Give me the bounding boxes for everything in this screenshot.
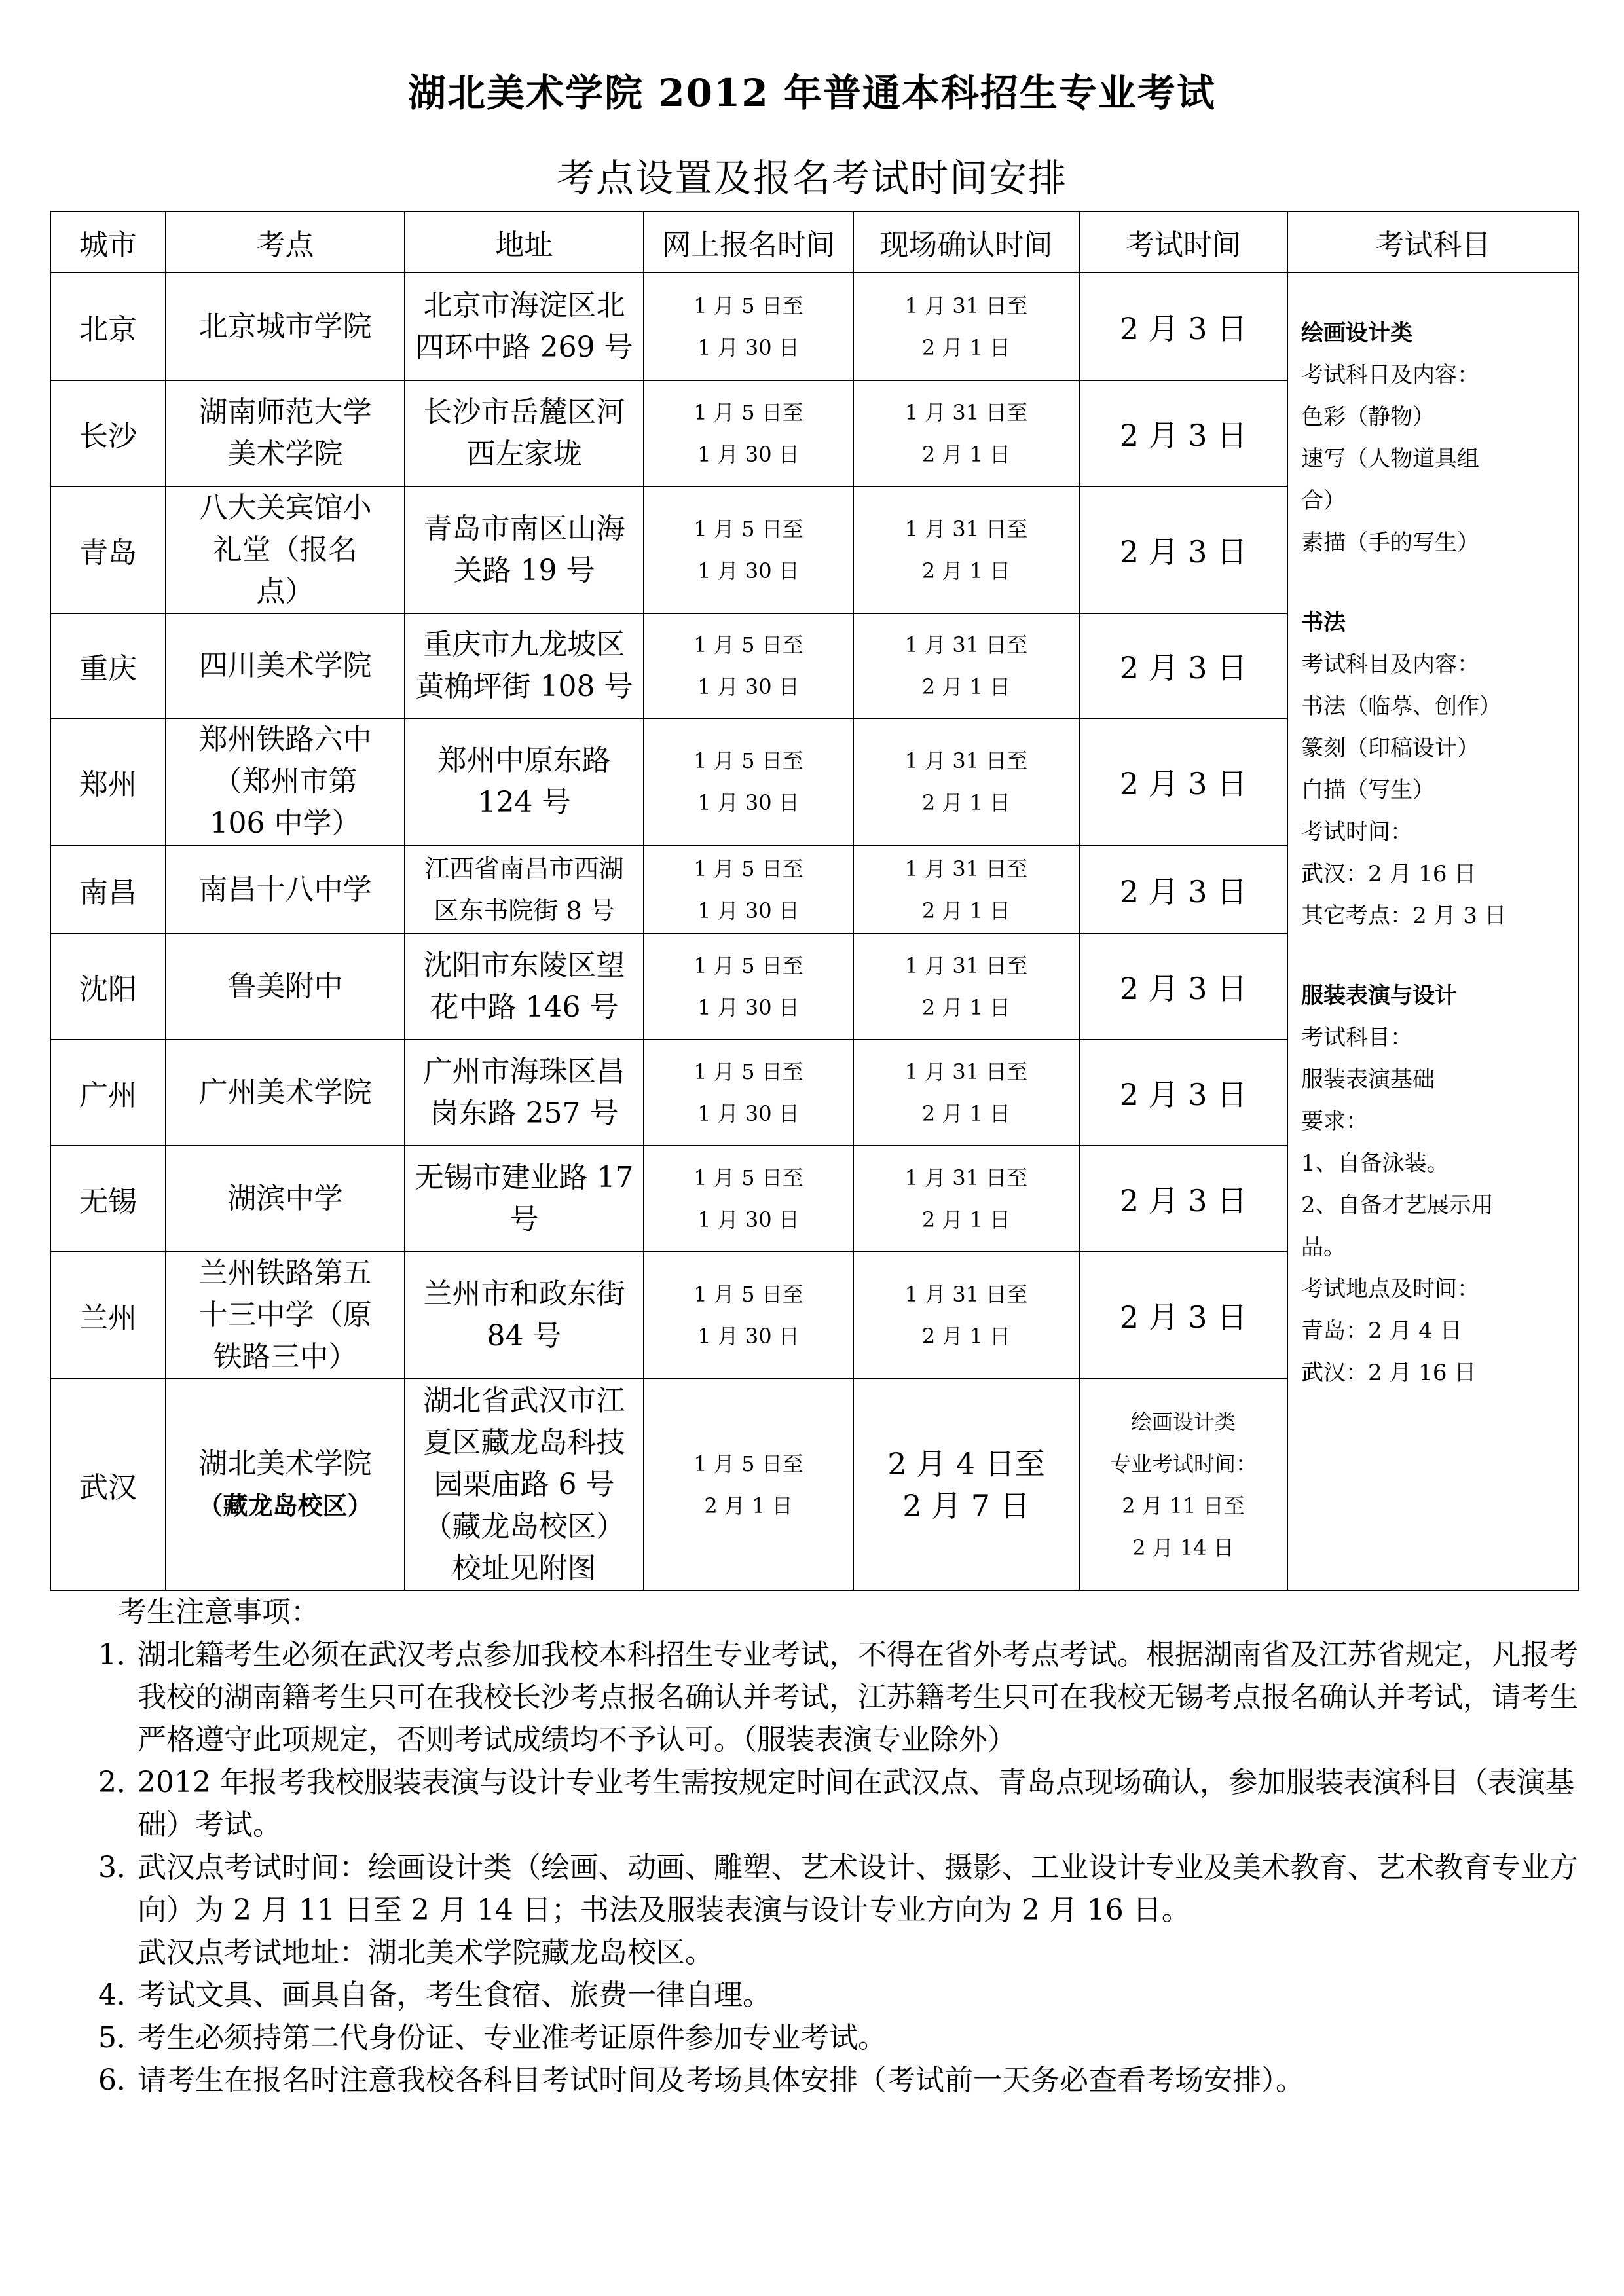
- subject-block: [1301, 602, 1572, 937]
- cell-line: 84 号: [487, 1319, 562, 1353]
- table-row: [50, 272, 1579, 380]
- cell-line: 十三中学（原: [198, 1298, 372, 1332]
- cell-exam: [1079, 613, 1287, 718]
- cell-line: 湖南师范大学: [198, 395, 372, 429]
- cell-line: 绘画设计类: [1130, 1409, 1236, 1434]
- header-address: 地址: [405, 211, 644, 272]
- note-number: 5．: [98, 2021, 145, 2054]
- cell-line: 106 中学）: [210, 807, 361, 840]
- cell-site: [166, 613, 405, 718]
- cell-online: [644, 934, 853, 1040]
- cell-line: 青岛：2 月 4 日: [1301, 1318, 1462, 1344]
- cell-confirm: [853, 1379, 1079, 1590]
- cell-online: [644, 1146, 853, 1252]
- subject-heading: 服装表演与设计: [1301, 983, 1457, 1009]
- cell-line: 2 月 1 日: [704, 1493, 793, 1518]
- cell-city: 青岛: [50, 486, 166, 613]
- cell-line: 色彩（静物）: [1301, 404, 1435, 430]
- cell-line: 美术学院: [227, 437, 343, 471]
- cell-line: 青岛市南区山海: [423, 512, 625, 545]
- cell-line: 124 号: [477, 786, 571, 819]
- cell-line: 1 月 31 日至: [904, 1059, 1028, 1084]
- note-item: [98, 2059, 1578, 2102]
- cell-line: 1 月 5 日至: [693, 293, 803, 318]
- cell-address: [405, 934, 644, 1040]
- cell-exam: [1079, 1252, 1287, 1379]
- cell-line: 1 月 30 日: [697, 442, 800, 467]
- note-number: 6．: [98, 2064, 145, 2097]
- cell-line: 速写（人物道具组: [1301, 446, 1479, 472]
- cell-line: 鲁美附中: [227, 970, 343, 1003]
- cell-exam: [1079, 845, 1287, 934]
- cell-city: 沈阳: [50, 934, 166, 1040]
- cell-line: 郑州铁路六中: [198, 723, 372, 756]
- note-number: 4．: [98, 1978, 145, 2012]
- cell-line: 广州市海珠区昌: [423, 1055, 625, 1088]
- cell-line: 考试时间：: [1301, 819, 1412, 845]
- cell-line: 岗东路 257 号: [430, 1097, 619, 1130]
- cell-exam: [1079, 1379, 1287, 1590]
- cell-site: [166, 1146, 405, 1252]
- cell-confirm: [853, 718, 1079, 845]
- cell-line: 四环中路 269 号: [415, 330, 633, 364]
- cell-line: 湖滨中学: [227, 1182, 343, 1215]
- cell-online: [644, 486, 853, 613]
- cell-address: [405, 486, 644, 613]
- cell-line: 号: [509, 1203, 539, 1236]
- cell-online: [644, 1379, 853, 1590]
- cell-line: 1 月 31 日至: [904, 1165, 1028, 1190]
- cell-line: 四川美术学院: [198, 649, 372, 682]
- cell-line: 1 月 30 日: [697, 790, 800, 815]
- cell-online: [644, 1040, 853, 1146]
- cell-line: 白描（写生）: [1301, 777, 1435, 803]
- cell-line: 考试地点及时间：: [1301, 1276, 1479, 1302]
- cell-site: [166, 845, 405, 934]
- cell-line: 关路 19 号: [453, 554, 595, 587]
- cell-line: 2 月 1 日: [921, 1207, 1011, 1232]
- cell-line: 1 月 5 日至: [693, 1059, 803, 1084]
- subject-block: [1301, 312, 1572, 564]
- cell-line: 北京市海淀区北: [423, 288, 625, 322]
- cell-line: 2 月 1 日: [921, 790, 1011, 815]
- cell-line: 2 月 1 日: [921, 1324, 1011, 1349]
- note-text: [138, 1846, 1578, 1974]
- cell-line: 2 月 3 日: [1119, 971, 1247, 1006]
- document-title: 湖北美术学院 2012 年普通本科招生专业考试: [408, 71, 1216, 115]
- note-number: 2．: [98, 1766, 145, 1799]
- note-item: [98, 1846, 1578, 1974]
- cell-line: 2 月 3 日: [1119, 1077, 1247, 1112]
- cell-line: 2 月 3 日: [1119, 650, 1247, 685]
- cell-line: 2 月 7 日: [902, 1487, 1030, 1523]
- cell-line: 1 月 5 日至: [693, 517, 803, 541]
- cell-line: 2 月 4 日至: [887, 1446, 1045, 1482]
- cell-line: 1 月 30 日: [697, 558, 800, 583]
- cell-line: 2 月 1 日: [921, 995, 1011, 1020]
- note-text: [138, 1761, 1578, 1846]
- cell-line: 1 月 30 日: [697, 1207, 800, 1232]
- cell-city: 广州: [50, 1040, 166, 1146]
- cell-site: [166, 718, 405, 845]
- cell-line: 服装表演基础: [1301, 1066, 1435, 1093]
- cell-exam: [1079, 486, 1287, 613]
- cell-line: 要求：: [1301, 1108, 1368, 1135]
- cell-line: 考试科目及内容：: [1301, 362, 1479, 388]
- note-text-body: 湖北籍考生必须在武汉考点参加我校本科招生专业考试，不得在省外考点考试。根据湖南省及江苏省规定，凡报考我校的湖南籍考生只可在我校长沙考点报名确认并考试，江苏籍考生只可在我校无锡考点报名确认并考试，请考生严格遵守此项规定，否则考试成绩均不予认可。（服装表演专业除外）: [138, 1638, 1578, 1757]
- cell-line: 2 月 1 日: [921, 335, 1011, 360]
- note-item: [98, 1633, 1578, 1761]
- cell-online: [644, 272, 853, 380]
- cell-line: （郑州市第: [213, 765, 358, 798]
- note-text-body: 考生必须持第二代身份证、专业准考证原件参加专业考试。: [138, 2021, 887, 2054]
- schedule-table: [50, 211, 1579, 1591]
- cell-line: 湖北美术学院: [198, 1446, 372, 1480]
- cell-line: 重庆市九龙坡区: [423, 628, 625, 661]
- cell-line: 1 月 31 日至: [904, 517, 1028, 541]
- cell-online: [644, 1252, 853, 1379]
- cell-address: [405, 272, 644, 380]
- cell-line: 夏区藏龙岛科技: [423, 1425, 625, 1459]
- cell-address: [405, 1146, 644, 1252]
- cell-line: 黄桷坪街 108 号: [415, 670, 633, 703]
- note-text-body: 请考生在报名时注意我校各科目考试时间及考场具体安排（考试前一天务必查看考场安排）。: [138, 2064, 1304, 2097]
- cell-online: [644, 613, 853, 718]
- note-item: [98, 2016, 1578, 2059]
- cell-exam: [1079, 934, 1287, 1040]
- cell-line: 2 月 3 日: [1119, 418, 1247, 453]
- cell-line: 2 月 3 日: [1119, 534, 1247, 570]
- cell-line: 八大关宾馆小: [198, 491, 372, 524]
- cell-confirm: [853, 272, 1079, 380]
- cell-line: 1 月 31 日至: [904, 632, 1028, 657]
- cell-site: [166, 1252, 405, 1379]
- header-subjects: 考试科目: [1287, 211, 1579, 272]
- cell-online: [644, 845, 853, 934]
- cell-confirm: [853, 845, 1079, 934]
- cell-address: [405, 1252, 644, 1379]
- cell-line: 花中路 146 号: [430, 991, 619, 1024]
- cell-confirm: [853, 486, 1079, 613]
- cell-line: 南昌十八中学: [198, 872, 372, 906]
- cell-line: 兰州市和政东街: [423, 1277, 625, 1311]
- cell-line: 2 月 1 日: [921, 898, 1011, 923]
- cell-city: 南昌: [50, 845, 166, 934]
- cell-site: [166, 1379, 405, 1590]
- note-text: [138, 2059, 1578, 2102]
- cell-line: 2 月 1 日: [921, 1101, 1011, 1126]
- cell-city: 长沙: [50, 380, 166, 486]
- cell-line: 西左家垅: [466, 437, 582, 471]
- header-exam: 考试时间: [1079, 211, 1287, 272]
- cell-line: 1 月 31 日至: [904, 856, 1028, 881]
- cell-line: （藏龙岛校区）: [423, 1509, 625, 1543]
- cell-address: [405, 380, 644, 486]
- note-text: [138, 1974, 1578, 2016]
- cell-line: 1 月 31 日至: [904, 748, 1028, 773]
- cell-line: 品。: [1301, 1234, 1346, 1260]
- cell-line: 北京城市学院: [198, 309, 372, 343]
- cell-line: 1 月 5 日至: [693, 1165, 803, 1190]
- note-text: [138, 1633, 1578, 1761]
- cell-line: 2 月 3 日: [1119, 873, 1247, 909]
- cell-line: 点）: [256, 575, 314, 608]
- cell-line: 篆刻（印稿设计）: [1301, 735, 1479, 761]
- note-text-body: 考试文具、画具自备，考生食宿、旅费一律自理。: [138, 1978, 771, 2012]
- header-city: 城市: [50, 211, 166, 272]
- notes-list: [98, 1633, 1578, 2102]
- cell-line: 1 月 30 日: [697, 1101, 800, 1126]
- cell-line: 广州美术学院: [198, 1076, 372, 1109]
- cell-address: [405, 845, 644, 934]
- cell-confirm: [853, 1252, 1079, 1379]
- cell-line: 考试科目：: [1301, 1025, 1412, 1051]
- cell-address: [405, 1379, 644, 1590]
- cell-site: [166, 934, 405, 1040]
- cell-city: 重庆: [50, 613, 166, 718]
- note-number: 1．: [98, 1638, 145, 1671]
- cell-subjects: [1287, 272, 1579, 1590]
- cell-line: 1 月 31 日至: [904, 953, 1028, 978]
- cell-line: 兰州铁路第五: [198, 1256, 372, 1290]
- cell-line: 1 月 5 日至: [693, 1282, 803, 1307]
- cell-line: 1 月 5 日至: [693, 632, 803, 657]
- cell-line: 1 月 5 日至: [693, 856, 803, 881]
- cell-line: 1 月 5 日至: [693, 400, 803, 425]
- notes-heading: 考生注意事项：: [118, 1595, 320, 1629]
- cell-line: 郑州中原东路: [437, 744, 611, 777]
- cell-exam: [1079, 380, 1287, 486]
- cell-online: [644, 718, 853, 845]
- cell-confirm: [853, 1146, 1079, 1252]
- notes-section: [98, 1591, 1578, 2102]
- cell-line: 1 月 30 日: [697, 335, 800, 360]
- subject-heading: 绘画设计类: [1301, 320, 1412, 346]
- cell-site: [166, 486, 405, 613]
- cell-city: 北京: [50, 272, 166, 380]
- note-text: [138, 2016, 1578, 2059]
- cell-line: 江西省南昌市西湖: [424, 854, 624, 883]
- subject-block: [1301, 975, 1572, 1394]
- cell-site: [166, 272, 405, 380]
- cell-line: 2、自备才艺展示用: [1301, 1192, 1494, 1218]
- cell-line: 1 月 31 日至: [904, 1282, 1028, 1307]
- note-number: 3．: [98, 1851, 145, 1884]
- cell-line: 园栗庙路 6 号: [434, 1467, 615, 1501]
- cell-exam: [1079, 1040, 1287, 1146]
- cell-line: 2 月 1 日: [921, 442, 1011, 467]
- cell-confirm: [853, 380, 1079, 486]
- cell-line: 长沙市岳麓区河: [423, 395, 625, 429]
- cell-line: 武汉：2 月 16 日: [1301, 861, 1477, 887]
- cell-exam: [1079, 718, 1287, 845]
- cell-site: [166, 380, 405, 486]
- cell-city: 无锡: [50, 1146, 166, 1252]
- cell-line: （藏龙岛校区）: [198, 1490, 373, 1520]
- cell-line: 1 月 30 日: [697, 1324, 800, 1349]
- cell-line: 武汉：2 月 16 日: [1301, 1360, 1477, 1386]
- cell-line: 1 月 5 日至: [693, 953, 803, 978]
- cell-online: [644, 380, 853, 486]
- cell-city: 兰州: [50, 1252, 166, 1379]
- table-header-row: [50, 211, 1579, 272]
- cell-city: 武汉: [50, 1379, 166, 1590]
- cell-line: 礼堂（报名: [213, 533, 358, 566]
- cell-line: 2 月 11 日至: [1122, 1493, 1245, 1518]
- cell-line: 1 月 31 日至: [904, 293, 1028, 318]
- cell-site: [166, 1040, 405, 1146]
- cell-line: 2 月 14 日: [1132, 1535, 1234, 1560]
- cell-address: [405, 1040, 644, 1146]
- note-item: [98, 1761, 1578, 1846]
- cell-line: 其它考点：2 月 3 日: [1301, 903, 1507, 929]
- cell-confirm: [853, 934, 1079, 1040]
- cell-line: 2 月 3 日: [1119, 766, 1247, 801]
- document-subtitle: 考点设置及报名考试时间安排: [556, 156, 1067, 200]
- cell-line: 1 月 30 日: [697, 995, 800, 1020]
- cell-line: 考试科目及内容：: [1301, 651, 1479, 678]
- cell-line: 1 月 30 日: [697, 898, 800, 923]
- cell-line: 1、自备泳装。: [1301, 1150, 1449, 1176]
- note-extra: 武汉点考试地址：湖北美术学院藏龙岛校区。: [138, 1936, 714, 1969]
- cell-line: 1 月 5 日至: [693, 748, 803, 773]
- cell-line: 2 月 3 日: [1119, 1183, 1247, 1218]
- cell-line: 1 月 31 日至: [904, 400, 1028, 425]
- header-confirm: 现场确认时间: [853, 211, 1079, 272]
- cell-confirm: [853, 1040, 1079, 1146]
- cell-confirm: [853, 613, 1079, 718]
- cell-line: 铁路三中）: [213, 1340, 358, 1374]
- cell-line: 书法（临摹、创作）: [1301, 693, 1502, 720]
- cell-line: 合）: [1301, 488, 1346, 514]
- cell-line: 湖北省武汉市江: [423, 1383, 625, 1417]
- cell-line: 专业考试时间：: [1109, 1451, 1257, 1476]
- header-site: 考点: [166, 211, 405, 272]
- cell-line: 无锡市建业路 17: [415, 1161, 634, 1194]
- cell-line: 校址见附图: [452, 1551, 597, 1585]
- cell-city: 郑州: [50, 718, 166, 845]
- cell-line: 2 月 3 日: [1119, 310, 1247, 346]
- cell-line: 2 月 1 日: [921, 674, 1011, 699]
- cell-line: 沈阳市东陵区望: [423, 949, 625, 982]
- cell-address: [405, 613, 644, 718]
- cell-line: 区东书院街 8 号: [434, 896, 615, 925]
- cell-line: 2 月 1 日: [921, 558, 1011, 583]
- cell-address: [405, 718, 644, 845]
- cell-line: 2 月 3 日: [1119, 1300, 1247, 1335]
- note-text-body: 武汉点考试时间：绘画设计类（绘画、动画、雕塑、艺术设计、摄影、工业设计专业及美术教育、艺术教育专业方向）为 2 月 11 日至 2 月 14 日；书法及服装表演与设计专业方向为 2 月 16 日。: [138, 1851, 1578, 1927]
- subject-heading: 书法: [1301, 610, 1346, 636]
- cell-exam: [1079, 1146, 1287, 1252]
- note-text-body: 2012 年报考我校服装表演与设计专业考生需按规定时间在武汉点、青岛点现场确认，参加服装表演科目（表演基础）考试。: [138, 1766, 1574, 1842]
- header-online: 网上报名时间: [644, 211, 853, 272]
- cell-exam: [1079, 272, 1287, 380]
- cell-line: 1 月 5 日至: [693, 1451, 803, 1476]
- note-item: [98, 1974, 1578, 2016]
- cell-line: 素描（手的写生）: [1301, 530, 1479, 556]
- cell-line: 1 月 30 日: [697, 674, 800, 699]
